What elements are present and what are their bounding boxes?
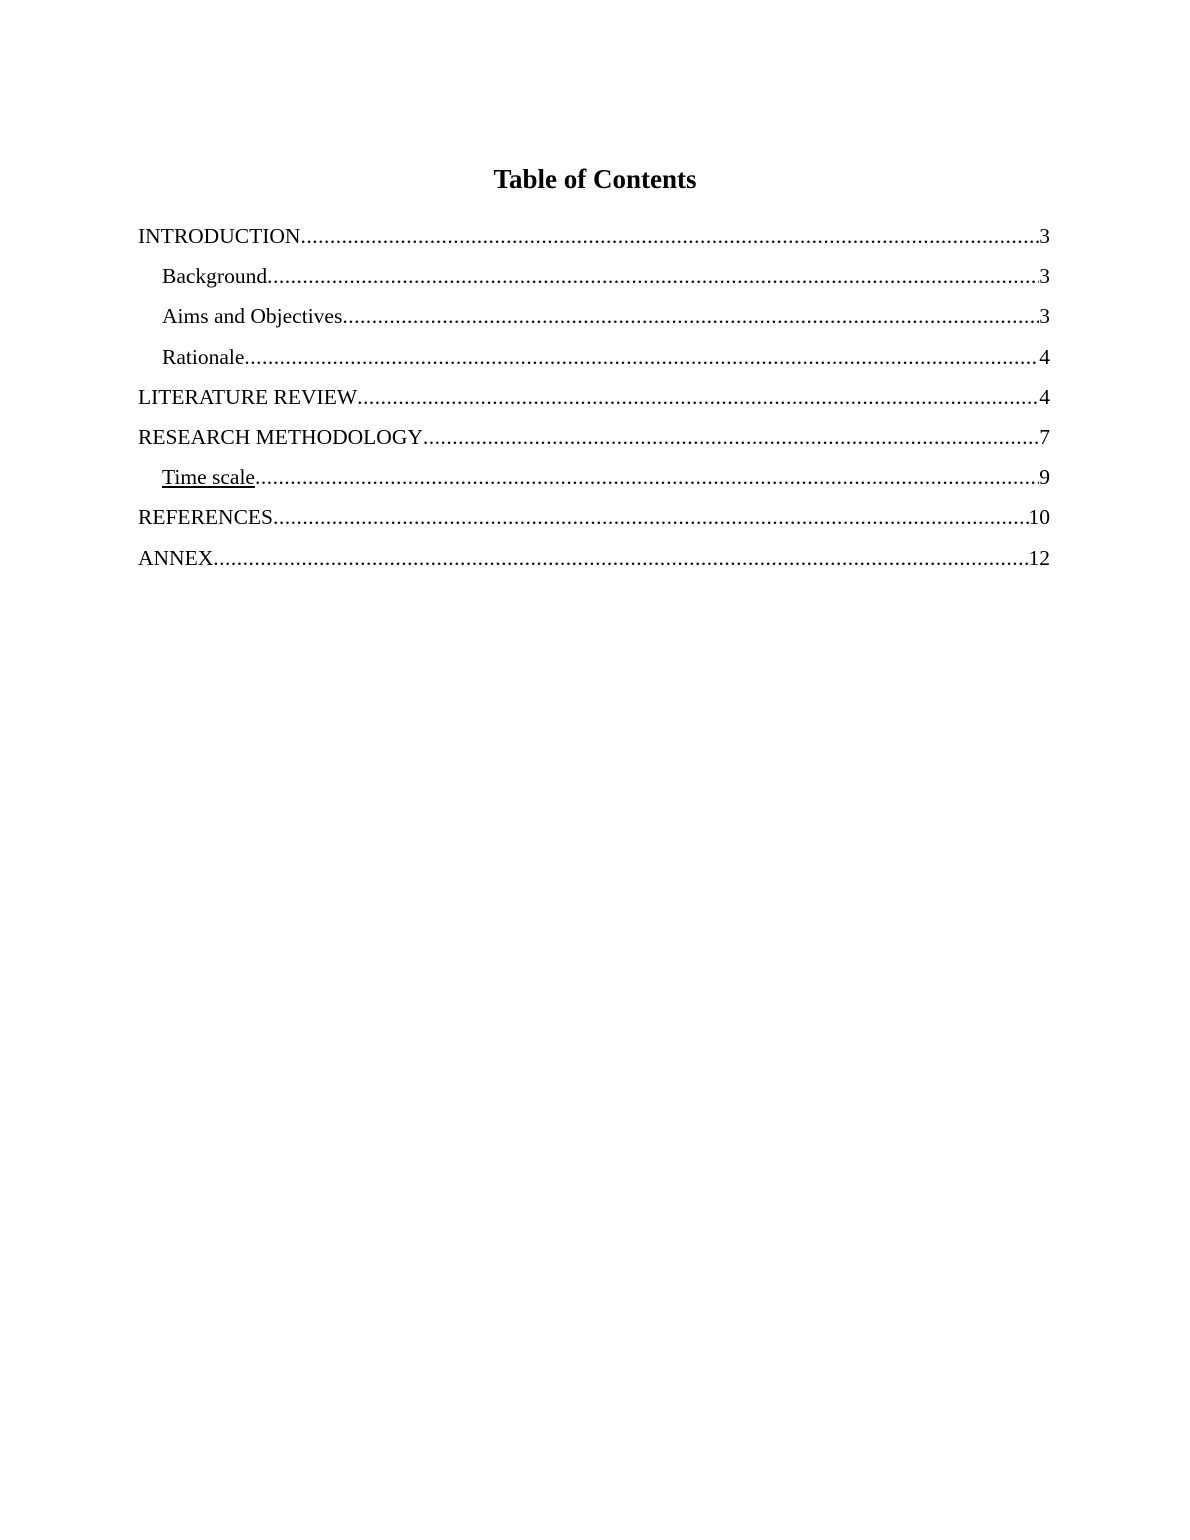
toc-entry-introduction[interactable] (138, 220, 1050, 260)
toc-list (138, 220, 1050, 582)
toc-entry-label: Background (162, 264, 268, 289)
toc-dot-leader (255, 461, 1039, 493)
toc-page-number: 4 (1039, 344, 1050, 369)
toc-page-number: 3 (1039, 304, 1050, 329)
toc-entry-label: Aims and Objectives (162, 304, 343, 329)
toc-page-number: 3 (1039, 264, 1050, 289)
toc-entry-label: INTRODUCTION (138, 224, 301, 248)
toc-page-number: 10 (1028, 505, 1050, 530)
toc-dot-leader (213, 542, 1028, 574)
toc-entry-label: ANNEX (138, 545, 214, 570)
toc-entry-references[interactable] (138, 501, 1050, 541)
toc-entry-annex[interactable] (138, 542, 1050, 582)
toc-entry-background[interactable] (138, 260, 1050, 300)
toc-dot-leader (244, 341, 1039, 373)
toc-dot-leader (357, 381, 1039, 413)
toc-entry-label: RESEARCH METHODOLOGY (138, 424, 423, 449)
toc-entry-literature-review[interactable] (138, 381, 1050, 421)
toc-page-number: 3 (1039, 224, 1050, 248)
toc-page-number: 12 (1028, 545, 1050, 570)
toc-dot-leader (273, 501, 1029, 533)
toc-entry-aims-and-objectives[interactable] (138, 300, 1050, 340)
toc-entry-time-scale[interactable] (138, 461, 1050, 501)
toc-entry-label: REFERENCES (138, 505, 273, 530)
toc-entry-research-methodology[interactable] (138, 421, 1050, 461)
toc-title: Table of Contents (493, 164, 697, 194)
toc-dot-leader (423, 421, 1039, 453)
toc-entry-rationale[interactable] (138, 341, 1050, 381)
toc-page-number: 7 (1039, 424, 1050, 449)
toc-dot-leader (342, 300, 1039, 332)
toc-page-number: 4 (1039, 384, 1050, 409)
toc-dot-leader (300, 220, 1039, 252)
toc-entry-label: Rationale (162, 344, 245, 369)
toc-entry-label: LITERATURE REVIEW (138, 384, 358, 409)
toc-page-number: 9 (1039, 465, 1050, 490)
toc-dot-leader (267, 260, 1039, 292)
toc-entry-label: Time scale (162, 465, 255, 490)
